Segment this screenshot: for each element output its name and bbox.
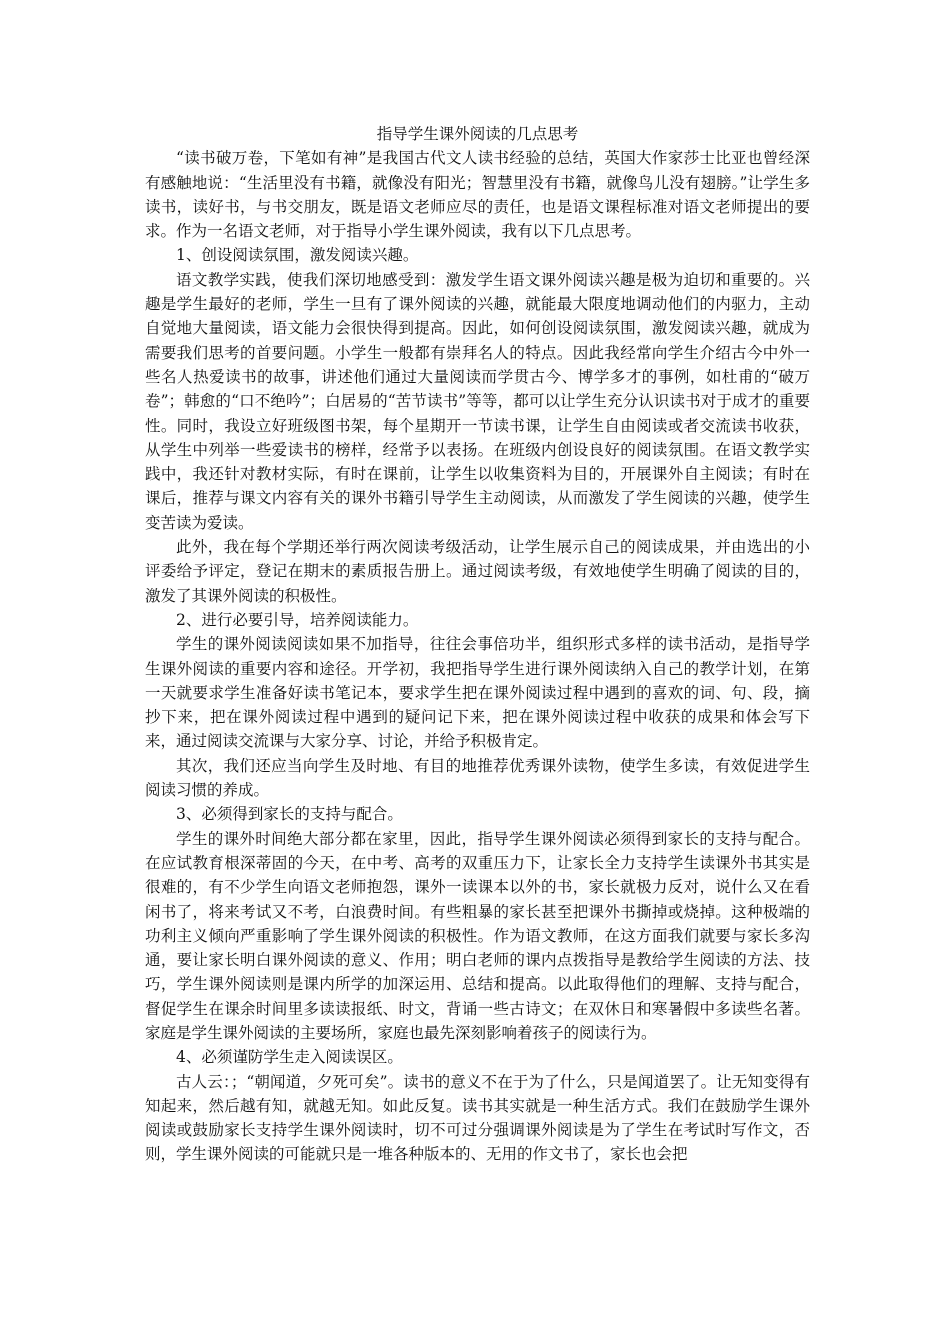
- paragraph: 语文教学实践，使我们深切地感受到：激发学生语文课外阅读兴趣是极为迫切和重要的。兴趣是学生最好的老师，学生一旦有了课外阅读的兴趣，就能最大限度地调动他们的内驱力，主动自觉地大量阅读，语文能力会很快得到提高。因此，如何创设阅读氛围，激发阅读兴趣，就成为需要我们思考的首要问题。小学生一般都有崇拜名人的特点。因此我经常向学生介绍古今中外一些名人热爱读书的故事，讲述他们通过大量阅读而学贯古今、博学多才的事例，如杜甫的“破万卷”；韩愈的“口不绝吟”；白居易的“苦节读书”等等，都可以让学生充分认识读书对于成才的重要性。同时，我设立好班级图书架，每个星期开一节读书课，让学生自由阅读或者交流读书收获，从学生中列举一些爱读书的榜样，经常予以表扬。在班级内创设良好的阅读氛围。在语文教学实践中，我还针对教材实际，有时在课前，让学生以收集资料为目的，开展课外自主阅读；有时在课后，推荐与课文内容有关的课外书籍引导学生主动阅读，从而激发了学生阅读的兴趣，使学生变苦读为爱读。: [145, 270, 810, 532]
- paragraph: 学生的课外时间绝大部分都在家里，因此，指导学生课外阅读必须得到家长的支持与配合。在应试教育根深蒂固的今天，在中考、高考的双重压力下，让家长全力支持学生读课外书其实是很难的，有不少学生向语文老师抱怨，课外一读课本以外的书，家长就极力反对，说什么又在看闲书了，将来考试又不考，白浪费时间。有些粗暴的家长甚至把课外书撕掉或烧掉。这种极端的功利主义倾向严重影响了学生课外阅读的积极性。作为语文教师，在这方面我们就要与家长多沟通，要让家长明白课外阅读的意义、作用；明白老师的课内点拨指导是教给学生阅读的方法、技巧，学生课外阅读则是课内所学的加深运用、总结和提高。以此取得他们的理解、支持与配合，督促学生在课余时间里多读读报纸、时文，背诵一些古诗文；在双休日和寒暑假中多读些名著。家庭是学生课外阅读的主要场所，家庭也最先深刻影响着孩子的阅读行为。: [145, 829, 810, 1042]
- section-heading: 4、必须谨防学生走入阅读误区。: [176, 1048, 403, 1067]
- paragraph: 古人云：；“朝闻道，夕死可矣”。读书的意义不在于为了什么，只是闻道罢了。让无知变得有知起来，然后越有知，就越无知。如此反复。读书其实就是一种生活方式。我们在鼓励学生课外阅读或鼓励家长支持学生课外阅读时，切不可过分强调课外阅读是为了学生在考试时写作文，否则，学生课外阅读的可能就只是一堆各种版本的、无用的作文书了，家长也会把: [145, 1072, 810, 1164]
- section-heading: 1、创设阅读氛围，激发阅读兴趣。: [176, 246, 419, 265]
- section-heading: 3、必须得到家长的支持与配合。: [176, 805, 403, 824]
- section-heading: 2、进行必要引导，培养阅读能力。: [176, 610, 419, 629]
- paragraph: “读书破万卷，下笔如有神”是我国古代文人读书经验的总结，英国大作家莎士比亚也曾经深有感触地说：“生活里没有书籍，就像没有阳光；智慧里没有书籍，就像鸟儿没有翅膀。”让学生多读书，读好书，与书交朋友，既是语文老师应尽的责任，也是语文课程标准对语文老师提出的要求。作为一名语文老师，对于指导小学生课外阅读，我有以下几点思考。: [145, 149, 810, 241]
- paragraph: 此外，我在每个学期还举行两次阅读考级活动，让学生展示自己的阅读成果，并由选出的小评委给予评定，登记在期末的素质报告册上。通过阅读考级，有效地使学生明确了阅读的目的，激发了其课外阅读的积极性。: [145, 538, 810, 605]
- document-page: [145, 122, 810, 1167]
- document-body: [145, 146, 810, 1166]
- paragraph: 学生的课外阅读阅读如果不加指导，往往会事倍功半，组织形式多样的读书活动，是指导学生课外阅读的重要内容和途径。开学初，我把指导学生进行课外阅读纳入自己的教学计划，在第一天就要求学生准备好读书笔记本，要求学生把在课外阅读过程中遇到的喜欢的词、句、段，摘抄下来，把在课外阅读过程中遇到的疑问记下来，把在课外阅读过程中收获的成果和体会写下来，通过阅读交流课与大家分享、讨论，并给予积极肯定。: [145, 635, 810, 751]
- document-title: 指导学生课外阅读的几点思考: [376, 125, 579, 143]
- paragraph: 其次，我们还应当向学生及时地、有目的地推荐优秀课外读物，使学生多读，有效促进学生阅读习惯的养成。: [145, 756, 810, 800]
